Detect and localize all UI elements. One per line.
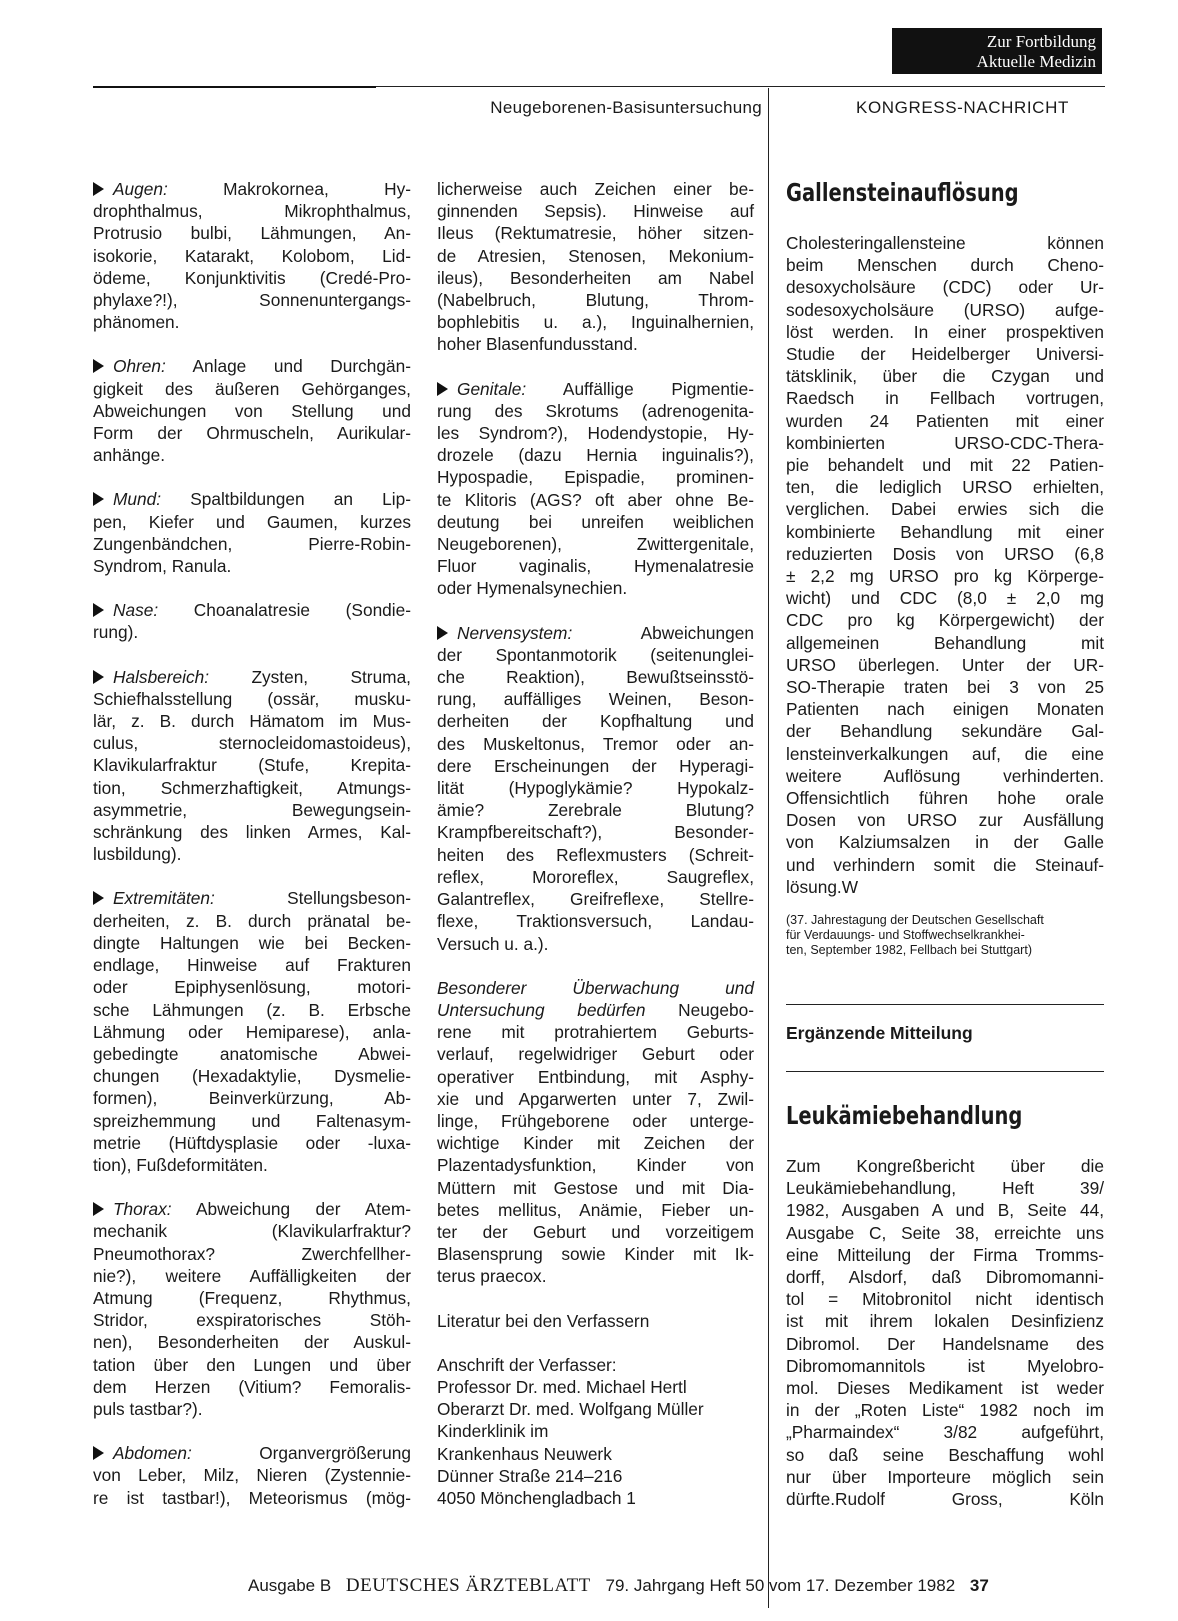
header-rule-accent (93, 86, 376, 88)
paragraph-abdomen-cont (437, 178, 754, 356)
text-line: nie?), weitere Auffälligkeiten der (93, 1265, 411, 1286)
text-line: terus praecox. (437, 1266, 547, 1287)
footer-issue: 79. Jahrgang Heft 50 vom 17. Dezember 1982 (605, 1576, 956, 1595)
text-line: licherweise auch Zeichen einer be- (437, 179, 754, 199)
paragraph-augen (93, 178, 411, 333)
text-line: Cholesteringallensteine können (786, 233, 1104, 253)
text-run: Neugebo- (645, 999, 755, 1020)
paragraph-leukaemie (786, 1155, 1104, 1510)
text-line: re ist tastbar!), Meteorismus (mög- (93, 1487, 411, 1508)
bullet-triangle-icon (93, 670, 104, 684)
text-line: in der „Roten Liste“ 1982 noch im (786, 1400, 1104, 1421)
text-line: Klavikularfraktur (Stufe, Krepita- (93, 755, 411, 776)
text-run: Stellungsbeson- (214, 888, 411, 909)
text-line: wichtige Kinder mit Zeichen der (437, 1133, 754, 1154)
paragraph-gallensteine (786, 232, 1104, 898)
text-line: Abweichungen von Stellung und (93, 400, 411, 421)
text-line: Zungenbändchen, Pierre-Robin- (93, 533, 411, 554)
text-line: Offensichtlich führen hohe orale (786, 788, 1104, 809)
text-line: desoxycholsäure (CDC) oder Ur- (786, 277, 1104, 298)
section-rule-bottom (786, 1071, 1104, 1072)
topic-label: Untersuchung bedürfen (437, 999, 646, 1020)
author-signature: Rudolf Gross, Köln (835, 1489, 1104, 1510)
footer-edition: Ausgabe B (248, 1576, 332, 1595)
text-line (437, 378, 754, 400)
text-line: gebedingte anatomische Abwei- (93, 1043, 411, 1064)
text-line: Ileus (Rektumatresie, höher sitzen- (437, 223, 754, 244)
text-line: Plazentadysfunktion, Kinder von (437, 1155, 754, 1176)
text-line: Lähmung oder Hemiparese), anla- (93, 1021, 411, 1042)
text-line: dere Erscheinungen der Hyperagi- (437, 755, 754, 776)
bullet-triangle-icon (437, 382, 448, 396)
text-line (437, 977, 754, 999)
running-head-left: Neugeborenen-Basisuntersuchung (490, 98, 762, 117)
text-line (93, 1442, 411, 1464)
text-line: oder Epiphysenlösung, motori- (93, 977, 411, 998)
text-line: SO-Therapie traten bei 3 von 25 (786, 677, 1104, 698)
text-line: kombinierten URSO-CDC-Thera- (786, 432, 1104, 453)
text-run: dürfte. (786, 1489, 835, 1510)
text-line: Dibromomannitols ist Myelobro- (786, 1355, 1104, 1376)
paragraph-nervensystem (437, 622, 754, 955)
text-line: CDC pro kg Körpergewicht) der (786, 610, 1104, 631)
text-line: tion, Schmerzhaftigkeit, Atmungs- (93, 777, 411, 798)
paragraph-abdomen (93, 1442, 411, 1509)
text-line: xie und Apgarwerten unter 7, Zwil- (437, 1088, 754, 1109)
author-address (437, 1354, 754, 1509)
text-line (93, 887, 411, 909)
text-line: Dibromol. Der Handelsname des (786, 1333, 1104, 1354)
section-rule-top (786, 1004, 1104, 1005)
bullet-triangle-icon (93, 1446, 104, 1460)
text-line: tation über den Lungen und über (93, 1354, 411, 1375)
topic-label: Extremitäten: (113, 888, 215, 909)
text-line: Krampfbereitschaft?), Besonder- (437, 822, 754, 843)
text-line: ödeme, Konjunktivitis (Credé-Pro- (93, 267, 411, 288)
text-line: sodesoxycholsäure (URSO) aufge- (786, 299, 1104, 320)
text-line: lär, z. B. durch Hämatom im Mus- (93, 711, 411, 732)
topic-label: Abdomen: (113, 1443, 192, 1464)
topic-label: Augen: (113, 179, 168, 199)
text-line: der Spontanmotorik (seitenunglei- (437, 644, 754, 665)
bullet-triangle-icon (93, 891, 104, 905)
text-line: Kinderklinik im (437, 1421, 549, 1442)
text-line: beim Menschen durch Cheno- (786, 255, 1104, 276)
text-line: hoher Blasenfundusstand. (437, 334, 638, 355)
text-line: Atmung (Frequenz, Rhythmus, (93, 1287, 411, 1308)
footer-magazine: DEUTSCHES ÄRZTEBLATT (345, 1575, 591, 1596)
text-line: pie behandelt und mit 22 Patien- (786, 455, 1104, 476)
text-line: allgemeinen Behandlung mit (786, 632, 1104, 653)
text-line: asymmetrie, Bewegungsein- (93, 799, 411, 820)
text-line: sche Lähmungen (z. B. Erbsche (93, 999, 411, 1020)
text-line: weitere Auflösung verhinderten. (786, 765, 1104, 786)
topic-label: Nase: (113, 600, 159, 621)
text-line: dorff, Alsdorf, daß Dibromomanni- (786, 1267, 1104, 1288)
text-line: tol = Mitobronitol nicht identisch (786, 1289, 1104, 1310)
topic-label: Genitale: (457, 378, 527, 399)
page-footer (248, 1575, 989, 1597)
author-signature: W (841, 876, 859, 897)
text-run: Choanalatresie (Sondie- (158, 600, 411, 621)
text-line: Versuch u. a.). (437, 933, 549, 954)
source-note (786, 913, 1104, 958)
text-line: Oberarzt Dr. med. Wolfgang Müller (437, 1399, 704, 1420)
text-line: Galantreflex, Greifreflexe, Stellre- (437, 889, 754, 910)
text-line: Syndrom, Ranula. (93, 556, 232, 577)
text-line: lensteinverkalkungen auf, die eine (786, 743, 1104, 764)
text-line: von Leber, Milz, Nieren (Zystennie- (93, 1465, 411, 1486)
text-line: reduzierten Dosis von URSO (6,8 (786, 543, 1104, 564)
column-divider (768, 88, 769, 1608)
text-line: Patienten nach einigen Monaten (786, 699, 1104, 720)
text-line: Protrusio bulbi, Lähmungen, An- (93, 223, 411, 244)
topic-label: Besonderer Überwachung und (437, 977, 754, 998)
text-line: Schiefhalsstellung (ossär, musku- (93, 688, 411, 709)
text-line: tion), Fußdeformitäten. (93, 1154, 268, 1175)
text-line: Form der Ohrmuscheln, Aurikular- (93, 423, 411, 444)
section-badge (892, 28, 1102, 74)
text-line: pen, Kiefer und Gaumen, kurzes (93, 511, 411, 532)
topic-label: Halsbereich: (113, 666, 210, 687)
text-line: heiten des Reflexmusters (Schreit- (437, 844, 754, 865)
bullet-triangle-icon (93, 603, 104, 617)
text-line: kombinierte Behandlung mit einer (786, 521, 1104, 542)
text-line: reflex, Mororeflex, Saugreflex, (437, 866, 754, 887)
text-line: Neugeborenen), Zwittergenitale, (437, 534, 754, 555)
text-line: Raedsch in Fellbach vortrugen, (786, 388, 1104, 409)
text-line: ist mit ihrem lokalen Desinfizienz (786, 1311, 1104, 1332)
text-line: 4050 Mönchengladbach 1 (437, 1487, 636, 1508)
text-line: flexe, Traktionsversuch, Landau- (437, 911, 754, 932)
text-run: Abweichungen (572, 622, 754, 643)
text-line: Ausgabe C, Seite 38, erreichte uns (786, 1222, 1104, 1243)
text-line: Fluor vaginalis, Hymenalatresie (437, 556, 754, 577)
text-line: rene mit protrahiertem Geburts- (437, 1022, 754, 1043)
text-line: ileus), Besonderheiten am Nabel (437, 267, 754, 288)
text-line: „Pharmaindex“ 3/82 aufgeführt, (786, 1422, 1104, 1443)
text-line (93, 355, 411, 377)
article-body-leukaemiebehandlung (786, 1155, 1104, 1532)
text-line: verglichen. Dabei erwies sich die (786, 499, 1104, 520)
text-line: derheiten der Kopfhaltung und (437, 711, 754, 732)
bullet-triangle-icon (93, 492, 104, 506)
text-line: dem Herzen (Vitium? Femoralis- (93, 1376, 411, 1397)
column-1 (93, 178, 411, 1531)
topic-label: Mund: (113, 489, 162, 510)
text-line (437, 622, 754, 644)
article-body-gallensteinaufloesung (786, 232, 1104, 920)
text-line: anhänge. (93, 445, 166, 466)
text-line: des Muskeltonus, Tremor oder an- (437, 733, 754, 754)
text-line: gigkeit des äußeren Gehörganges, (93, 378, 411, 399)
text-line: nur über Importeure möglich sein (786, 1466, 1104, 1487)
text-run: Organvergrößerung (191, 1443, 411, 1464)
text-line (93, 1198, 411, 1220)
paragraph-mund (93, 488, 411, 577)
text-line: drozele (dazu Hernia inguinalis?), (437, 445, 754, 466)
paragraph-extremitaeten (93, 887, 411, 1176)
text-line: operativer Entbindung, mit Asphy- (437, 1066, 754, 1087)
text-line: Studie der Heidelberger Universi- (786, 344, 1104, 365)
text-line: mechanik (Klavikularfraktur? (93, 1221, 411, 1242)
bullet-triangle-icon (437, 626, 448, 640)
text-line: Zum Kongreßbericht über die (786, 1156, 1104, 1176)
text-line: (37. Jahrestagung der Deutschen Gesellschaft (786, 913, 1044, 927)
text-line: chungen (Hexadaktylie, Dysmelie- (93, 1066, 411, 1087)
text-run: Makrokornea, Hy- (167, 179, 411, 199)
article-title-gallensteinaufloesung: Gallensteinauflösung (786, 178, 1019, 207)
text-line (93, 488, 411, 510)
text-line: Pneumothorax? Zwerchfellher- (93, 1243, 411, 1264)
text-run: Spaltbildungen an Lip- (161, 489, 411, 510)
text-line (93, 666, 411, 688)
text-run: Anlage und Durchgän- (165, 356, 411, 377)
text-line: Professor Dr. med. Michael Hertl (437, 1376, 687, 1397)
text-line: Dünner Straße 214–216 (437, 1465, 623, 1486)
text-line: formen), Beinverkürzung, Ab- (93, 1088, 411, 1109)
paragraph-ohren (93, 355, 411, 466)
text-line (786, 1488, 1104, 1510)
text-run: lösung. (786, 876, 842, 897)
text-line: betes mellitus, Anämie, Fieber un- (437, 1199, 754, 1220)
text-line: 1982, Ausgaben A und B, Seite 44, (786, 1200, 1104, 1221)
text-line: phylaxe?!), Sonnenuntergangs- (93, 290, 411, 311)
column-2 (437, 178, 754, 1531)
text-run: Auffällige Pigmentie- (526, 378, 754, 399)
text-line: rung). (93, 622, 139, 643)
text-line (437, 999, 754, 1021)
text-line: ± 2,2 mg URSO pro kg Körperge- (786, 566, 1104, 587)
text-line: che Reaktion), Bewußtseinsstö- (437, 667, 754, 688)
text-line: les Syndrom?), Hodendystopie, Hy- (437, 423, 754, 444)
text-line: metrie (Hüftdysplasie oder -luxa- (93, 1132, 411, 1153)
text-line: verlauf, regelwidriger Geburt oder (437, 1044, 754, 1065)
topic-label: Thorax: (113, 1199, 172, 1220)
text-run: Abweichung der Atem- (171, 1199, 411, 1220)
text-line: Stridor, exspiratorisches Stöh- (93, 1310, 411, 1331)
text-line: lusbildung). (93, 844, 182, 865)
text-line: Müttern mit Gestose und mit Dia- (437, 1177, 754, 1198)
paragraph-halsbereich (93, 666, 411, 866)
text-line: eine Mitteilung der Firma Tromms- (786, 1244, 1104, 1265)
text-line: spreizhemmung und Faltenasym- (93, 1110, 411, 1131)
text-line: deutung bei unreifen weiblichen (437, 511, 754, 532)
text-line: von Kalziumsalzen in der Galle (786, 832, 1104, 853)
text-line: lität (Hypoglykämie? Hypokalz- (437, 778, 754, 799)
text-line: Krankenhaus Neuwerk (437, 1443, 612, 1464)
text-line: puls tastbar?). (93, 1398, 203, 1419)
bullet-triangle-icon (93, 182, 104, 196)
badge-line-2: Aktuelle Medizin (976, 52, 1096, 71)
text-line: wurden 24 Patienten mit einer (786, 410, 1104, 431)
text-line: ginnenden Sepsis). Hinweise auf (437, 201, 754, 222)
text-line: Anschrift der Verfasser: (437, 1354, 617, 1375)
text-line: isokorie, Katarakt, Kolobom, Lid- (93, 245, 411, 266)
text-line: dingte Haltungen wie bei Becken- (93, 932, 411, 953)
text-line: derheiten, z. B. durch pränatal be- (93, 910, 411, 931)
text-line: mol. Dieses Medikament ist weder (786, 1378, 1104, 1399)
text-line: phänomen. (93, 312, 180, 333)
text-line (93, 178, 411, 200)
badge-line-1: Zur Fortbildung (986, 32, 1096, 51)
text-line: Hypospadie, Epispadie, prominen- (437, 467, 754, 488)
text-line: ten, die lediglich URSO erhielten, (786, 477, 1104, 498)
text-line: für Verdauungs- und Stoffwechselkrankhei- (786, 928, 1025, 942)
text-line: URSO überlegen. Unter der UR- (786, 654, 1104, 675)
text-line (93, 599, 411, 621)
text-line: culus, sternocleidomastoideus), (93, 733, 411, 754)
text-line: ämie? Zerebrale Blutung? (437, 800, 754, 821)
text-line (786, 876, 1104, 898)
paragraph-ueberwachung (437, 977, 754, 1288)
topic-label: Nervensystem: (457, 622, 573, 643)
article-title-leukaemiebehandlung: Leukämiebehandlung (786, 1101, 1023, 1130)
section-heading: Ergänzende Mitteilung (786, 1023, 973, 1043)
text-line: so daß seine Beschaffung wohl (786, 1444, 1104, 1465)
text-line: ter der Geburt und vorzeitigem (437, 1221, 754, 1242)
text-line: nen), Besonderheiten der Auskul- (93, 1332, 411, 1353)
text-line: te Klitoris (AGS? oft aber ohne Be- (437, 489, 754, 510)
running-head-right: KONGRESS-NACHRICHT (856, 98, 1069, 117)
paragraph-genitale (437, 378, 754, 600)
text-line: de Atresien, Stenosen, Mekonium- (437, 245, 754, 266)
text-line: (Nabelbruch, Blutung, Throm- (437, 290, 754, 311)
text-run: Zysten, Struma, (209, 666, 411, 687)
text-line: ten, September 1982, Fellbach bei Stuttgart) (786, 943, 1032, 957)
text-line: drophthalmus, Mikrophthalmus, (93, 201, 411, 222)
text-line: rung des Skrotums (adrenogenita- (437, 400, 754, 421)
bullet-triangle-icon (93, 359, 104, 373)
text-line: löst werden. In einer prospektiven (786, 321, 1104, 342)
text-line: rung, auffälliges Weinen, Beson- (437, 689, 754, 710)
text-line: wicht) und CDC (8,0 ± 2,0 mg (786, 588, 1104, 609)
text-line: Leukämiebehandlung, Heft 39/ (786, 1178, 1104, 1199)
text-line: Dosen von URSO zur Ausfällung (786, 810, 1104, 831)
topic-label: Ohren: (113, 356, 166, 377)
text-line: linge, Frühgeborene oder unterge- (437, 1110, 754, 1131)
literature-note: Literatur bei den Verfassern (437, 1310, 650, 1331)
text-line: bophlebitis u. a.), Inguinalhernien, (437, 312, 754, 333)
text-line: Blasensprung sowie Kinder mit Ik- (437, 1244, 754, 1265)
text-line: oder Hymenalsynechien. (437, 578, 628, 599)
bullet-triangle-icon (93, 1202, 104, 1216)
text-line: und verhindern somit die Steinauf- (786, 854, 1104, 875)
text-line: schränkung des linken Armes, Kal- (93, 822, 411, 843)
text-line: tätsklinik, über die Czygan und (786, 366, 1104, 387)
text-line: der Behandlung sekundäre Gal- (786, 721, 1104, 742)
text-line: endlage, Hinweise auf Frakturen (93, 955, 411, 976)
page-number: 37 (969, 1576, 989, 1595)
paragraph-nase (93, 599, 411, 643)
paragraph-thorax (93, 1198, 411, 1420)
